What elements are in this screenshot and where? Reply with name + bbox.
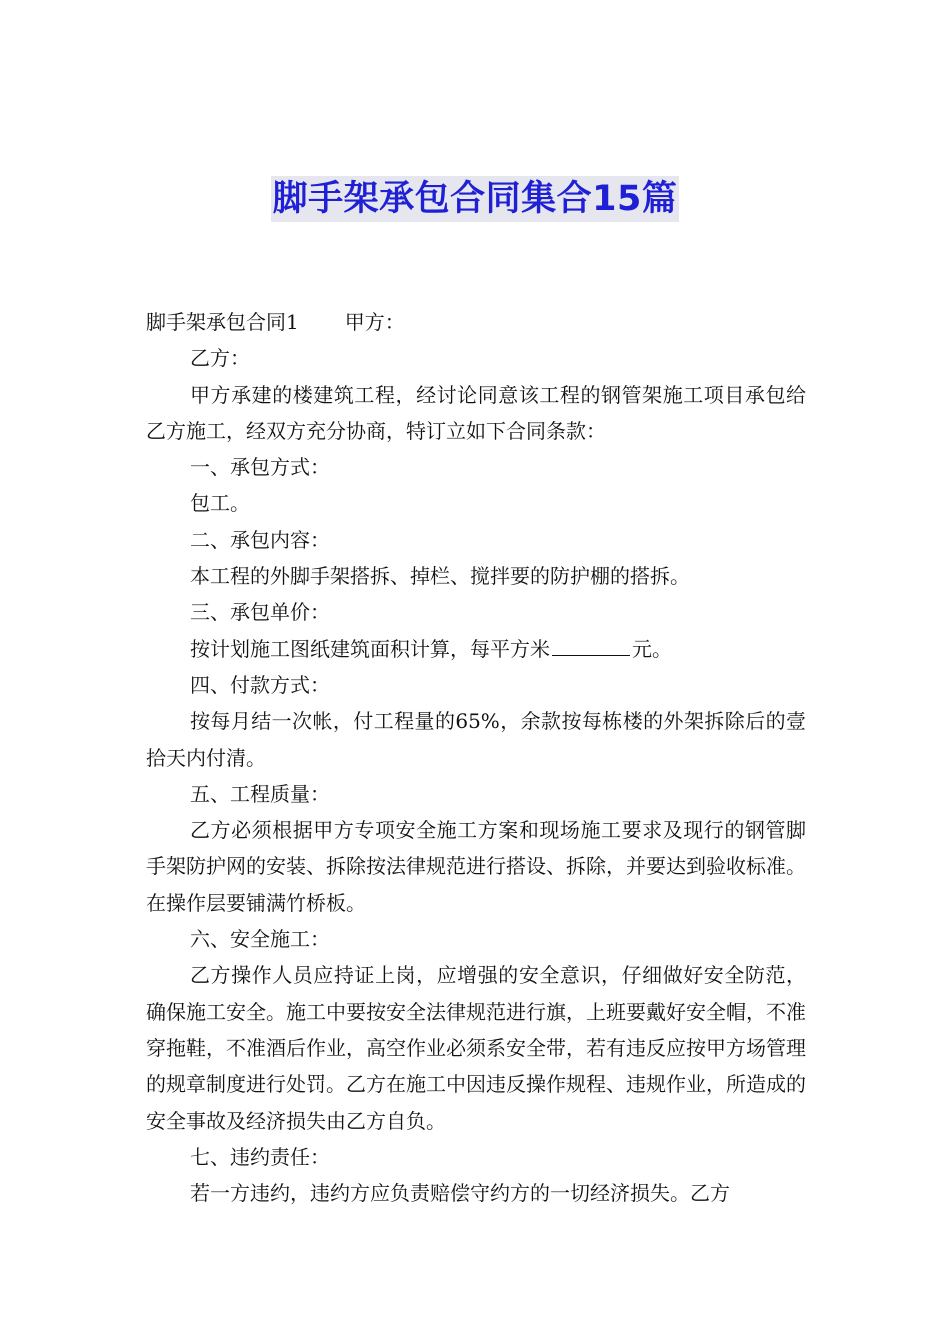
party-b-label: 乙方： (190, 346, 250, 371)
price-blank (552, 637, 630, 656)
section-6-text: 乙方操作人员应持证上岗，应增强的安全意识，仔细做好安全防范，确保施工安全。施工中要按安全法律规范进行旗，上班要戴好安全帽，不准穿拖鞋，不准酒后作业，高空作业必须系安全带，若有违反应按甲方场管理的规章制度进行处罚。乙方在施工中因违反操作规程、违规作业，所造成的安全事故及经济损失由乙方自负。 (146, 963, 806, 1133)
document-title: 脚手架承包合同集合15篇 (271, 176, 680, 222)
section-3-text-after: 元。 (632, 636, 672, 661)
section-3-heading: 三、承包单价： (190, 600, 330, 625)
section-2-heading: 二、承包内容： (190, 527, 330, 552)
title-container (0, 176, 950, 222)
contract-number: 脚手架承包合同1 (146, 310, 299, 334)
contract-intro-line (146, 304, 806, 340)
section-1-text: 包工。 (190, 491, 250, 516)
document-body (146, 304, 806, 1211)
section-2-text: 本工程的外脚手架搭拆、掉栏、搅拌要的防护棚的搭拆。 (190, 564, 690, 589)
party-a-label: 甲方： (344, 310, 405, 334)
section-7-heading: 七、违约责任： (190, 1144, 330, 1169)
section-5-heading: 五、工程质量： (190, 781, 330, 806)
section-6-heading: 六、安全施工： (190, 927, 330, 952)
section-7-text: 若一方违约，违约方应负责赔偿守约方的一切经济损失。乙方 (190, 1181, 730, 1206)
section-4-heading: 四、付款方式： (190, 672, 330, 697)
section-3-text-before: 按计划施工图纸建筑面积计算，每平方米 (190, 636, 550, 661)
section-1-heading: 一、承包方式： (190, 455, 330, 480)
section-4-text: 按每月结一次帐，付工程量的65%，余款按每栋楼的外架拆除后的壹拾天内付清。 (146, 709, 806, 770)
paragraph-intro: 甲方承建的楼建筑工程，经讨论同意该工程的钢管架施工项目承包给乙方施工，经双方充分协商，特订立如下合同条款： (146, 382, 806, 443)
section-3-text (146, 631, 806, 667)
section-5-text: 乙方必须根据甲方专项安全施工方案和现场施工要求及现行的钢管脚手架防护网的安装、拆除按法律规范进行搭设、拆除，并要达到验收标准。在操作层要铺满竹桥板。 (146, 818, 806, 915)
